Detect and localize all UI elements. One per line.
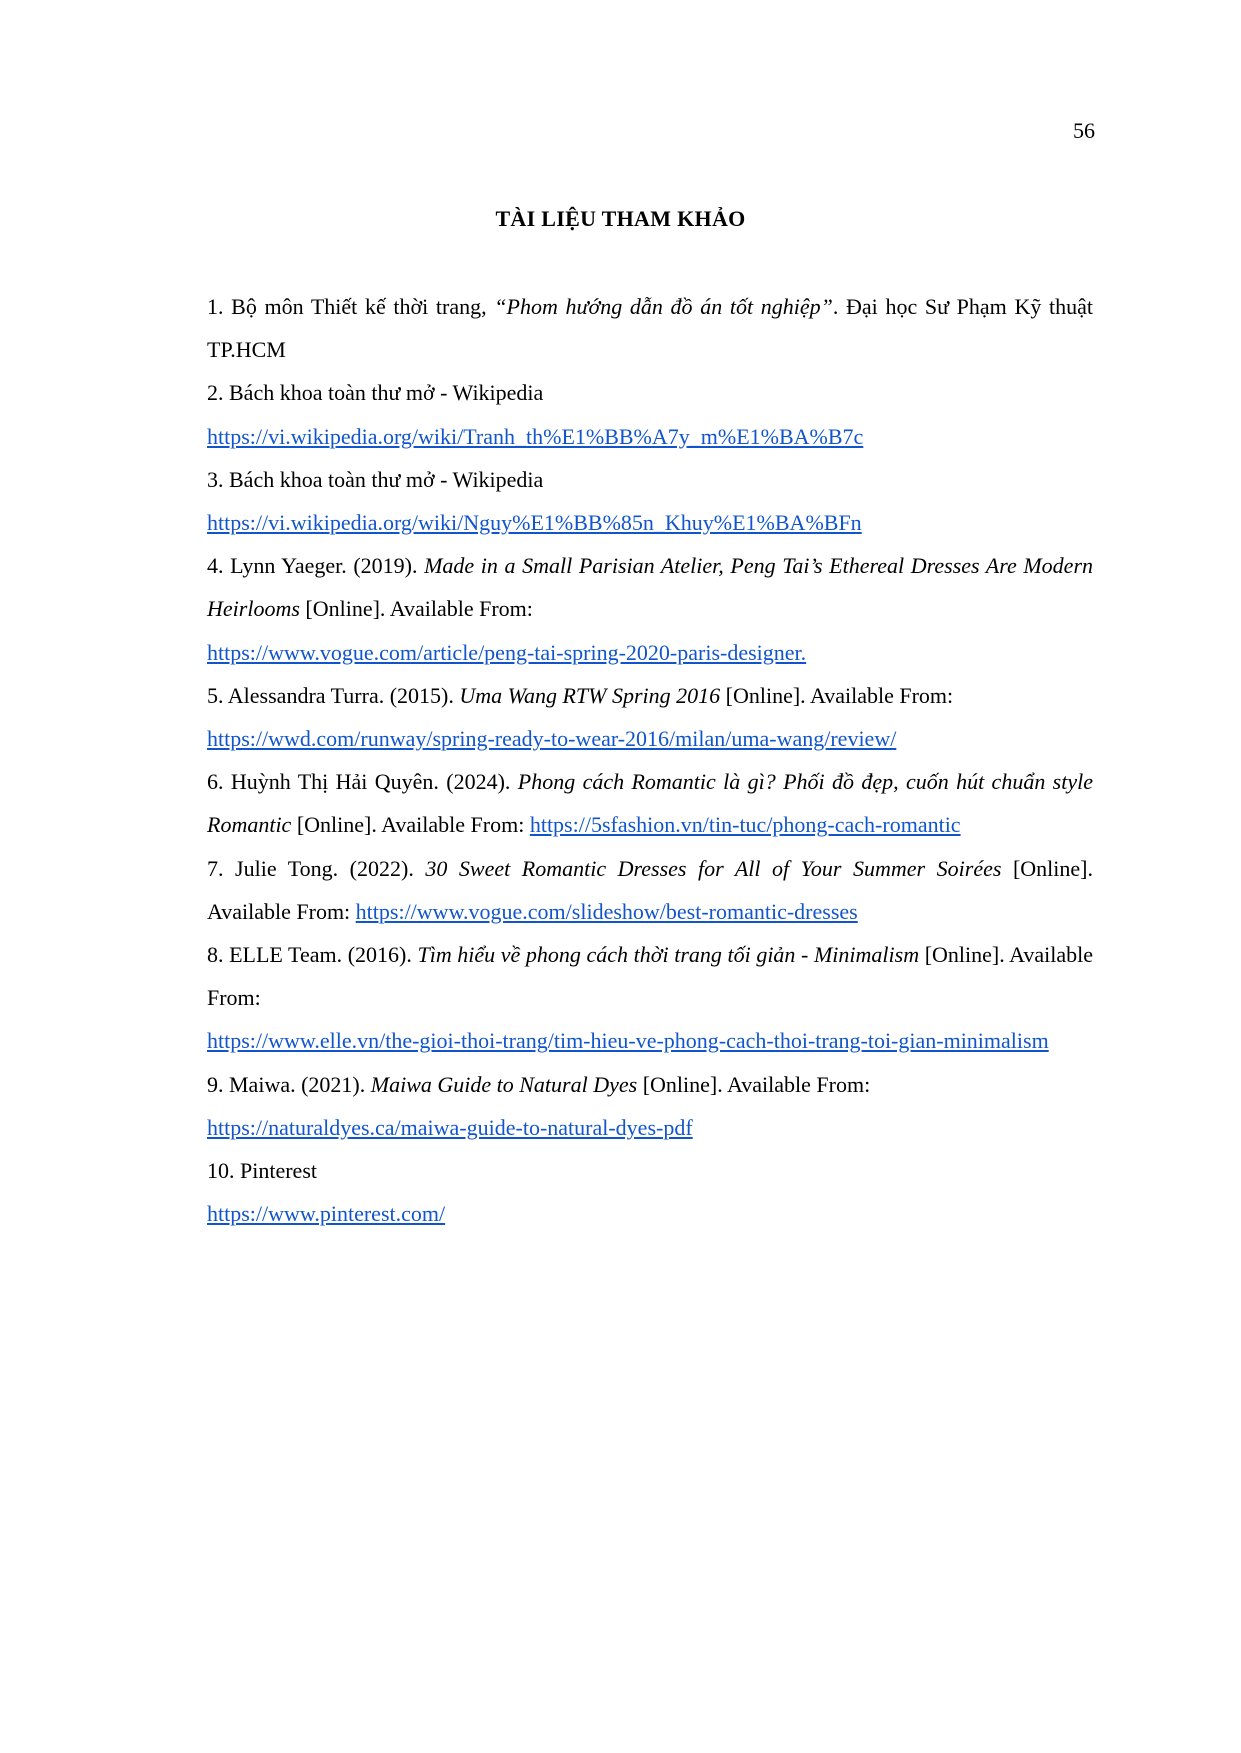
page-number: 56 — [1073, 118, 1095, 143]
reference-number: 3. — [207, 466, 224, 492]
reference-item-8 — [207, 933, 1093, 1063]
reference-item-6 — [207, 760, 1093, 846]
reference-number: 8. — [207, 942, 224, 968]
reference-link[interactable]: https://www.pinterest.com/ — [207, 1201, 446, 1227]
reference-text: [Online]. Available From: — [637, 1071, 871, 1097]
reference-title: “Phom hướng dẫn đồ án tốt nghiệp” — [494, 294, 833, 319]
reference-title: Uma Wang RTW Spring 2016 — [459, 682, 721, 708]
reference-title: Tìm hiểu về phong cách thời trang tối giản - Minimalism — [417, 942, 920, 968]
reference-number: 9. — [207, 1071, 224, 1097]
reference-link[interactable]: https://www.vogue.com/article/peng-tai-spring-2020-paris-designer. — [207, 639, 807, 665]
reference-link[interactable]: https://5sfashion.vn/tin-tuc/phong-cach-romantic — [529, 812, 961, 838]
reference-link[interactable]: https://vi.wikipedia.org/wiki/Tranh_th%E1%BB%A7y_m%E1%BA%B7c — [207, 423, 864, 449]
reference-title: Maiwa Guide to Natural Dyes — [370, 1071, 638, 1097]
reference-number: 5. — [207, 682, 224, 708]
reference-number: 10. — [207, 1158, 235, 1184]
reference-text: ELLE Team. (2016). — [223, 942, 418, 968]
reference-number: 2. — [207, 380, 224, 406]
reference-text: Lynn Yaeger. (2019). — [223, 553, 425, 579]
reference-text: Bách khoa toàn thư mở - Wikipedia — [223, 466, 544, 492]
reference-link[interactable]: https://www.elle.vn/the-gioi-thoi-trang/tim-hieu-ve-phong-cach-thoi-trang-toi-gian-minimalism — [207, 1028, 1049, 1054]
reference-item-4 — [207, 544, 1093, 674]
reference-link[interactable]: https://naturaldyes.ca/maiwa-guide-to-natural-dyes-pdf — [207, 1114, 693, 1140]
reference-text: [Online]. Available From: — [291, 812, 530, 838]
reference-item-9 — [207, 1063, 1093, 1149]
reference-title: Phong cách Romantic là gì? Phối đồ đẹp, cuốn hút chuẩn style Romantic — [207, 769, 1093, 838]
reference-text: [Online]. Available From: — [207, 855, 1093, 924]
reference-text: Huỳnh Thị Hải Quyên. (2024). — [223, 769, 518, 795]
reference-text: [Online]. Available From: — [207, 942, 1093, 1011]
reference-number: 4. — [207, 553, 224, 579]
reference-text: Maiwa. (2021). — [223, 1071, 371, 1097]
reference-item-2 — [207, 371, 1093, 457]
reference-text: [Online]. Available From: — [720, 682, 954, 708]
reference-link[interactable]: https://wwd.com/runway/spring-ready-to-wear-2016/milan/uma-wang/review/ — [207, 726, 897, 752]
reference-link[interactable]: https://www.vogue.com/slideshow/best-romantic-dresses — [355, 898, 858, 924]
page-title: TÀI LIỆU THAM KHẢO — [495, 206, 746, 231]
reference-text: [Online]. Available From: — [299, 596, 533, 622]
reference-text: . Đại học Sư Phạm Kỹ thuật TP.HCM — [207, 294, 1093, 363]
reference-list — [207, 285, 1093, 1235]
reference-item-10 — [207, 1149, 1093, 1235]
reference-title: 30 Sweet Romantic Dresses for All of Your Summer Soirées — [425, 855, 1002, 881]
reference-number: 7. — [207, 855, 224, 881]
reference-item-1 — [207, 285, 1093, 371]
reference-number: 1. — [207, 294, 224, 319]
reference-number: 6. — [207, 769, 224, 795]
reference-text: Bách khoa toàn thư mở - Wikipedia — [223, 380, 544, 406]
reference-text: Julie Tong. (2022). — [223, 855, 426, 881]
reference-title: Made in a Small Parisian Atelier, Peng Tai’s Ethereal Dresses Are Modern Heirlooms — [207, 553, 1093, 622]
reference-text: Pinterest — [234, 1158, 317, 1184]
reference-item-3 — [207, 458, 1093, 544]
reference-text: Bộ môn Thiết kế thời trang, — [223, 294, 495, 319]
reference-link[interactable]: https://vi.wikipedia.org/wiki/Nguy%E1%BB%85n_Khuy%E1%BA%BFn — [207, 510, 862, 536]
reference-item-7 — [207, 847, 1093, 933]
reference-item-5 — [207, 674, 1093, 760]
reference-text: Alessandra Turra. (2015). — [223, 682, 460, 708]
